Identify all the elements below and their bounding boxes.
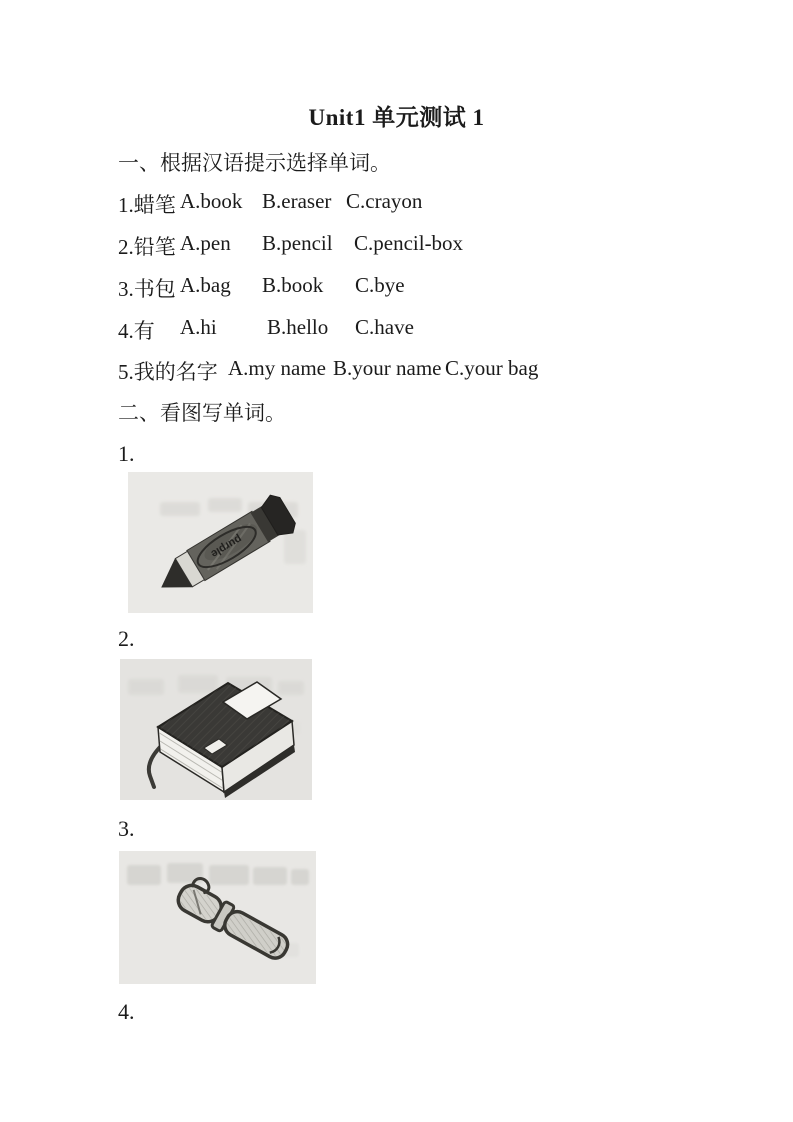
option-c: C.crayon xyxy=(346,189,423,213)
pen-illustration xyxy=(119,851,316,984)
option-c: C.pencil-box xyxy=(354,231,464,255)
option-c: C.bye xyxy=(355,273,405,297)
option-b: B.your name xyxy=(333,356,442,380)
page-title: Unit1 单元测试 1 xyxy=(308,105,485,130)
question-row-5 xyxy=(118,356,678,384)
option-c: C.your bag xyxy=(445,356,539,380)
question-label: 5.我的名字 xyxy=(118,360,218,384)
question-label: 4.有 xyxy=(118,319,155,343)
item-number-2: 2. xyxy=(118,626,135,651)
question-label: 2.铅笔 xyxy=(118,235,176,259)
option-b: B.hello xyxy=(267,315,329,339)
option-a: A.hi xyxy=(180,315,217,339)
item-number-4: 4. xyxy=(118,999,135,1024)
book-illustration xyxy=(120,659,312,800)
item-number-3: 3. xyxy=(118,816,135,841)
option-b: B.pencil xyxy=(262,231,333,255)
question-row-2 xyxy=(118,231,678,259)
option-a: A.book xyxy=(180,189,243,213)
option-b: B.book xyxy=(262,273,324,297)
section-one-heading: 一、根据汉语提示选择单词。 xyxy=(118,151,391,175)
crayon-illustration xyxy=(128,472,313,613)
option-a: A.my name xyxy=(228,356,326,380)
book-image xyxy=(120,659,312,800)
question-row-3 xyxy=(118,273,678,301)
option-a: A.pen xyxy=(180,231,231,255)
crayon-color-word: purple xyxy=(208,532,244,560)
question-label: 3.书包 xyxy=(118,277,176,301)
option-b: B.eraser xyxy=(262,189,332,213)
section-two-heading: 二、看图写单词。 xyxy=(118,401,286,425)
item-number-1: 1. xyxy=(118,441,135,466)
question-row-4 xyxy=(118,315,678,343)
option-c: C.have xyxy=(355,315,414,339)
option-a: A.bag xyxy=(180,273,231,297)
question-label: 1.蜡笔 xyxy=(118,193,176,217)
question-row-1 xyxy=(118,189,678,217)
pen-image xyxy=(119,851,316,984)
crayon-image xyxy=(128,472,313,613)
